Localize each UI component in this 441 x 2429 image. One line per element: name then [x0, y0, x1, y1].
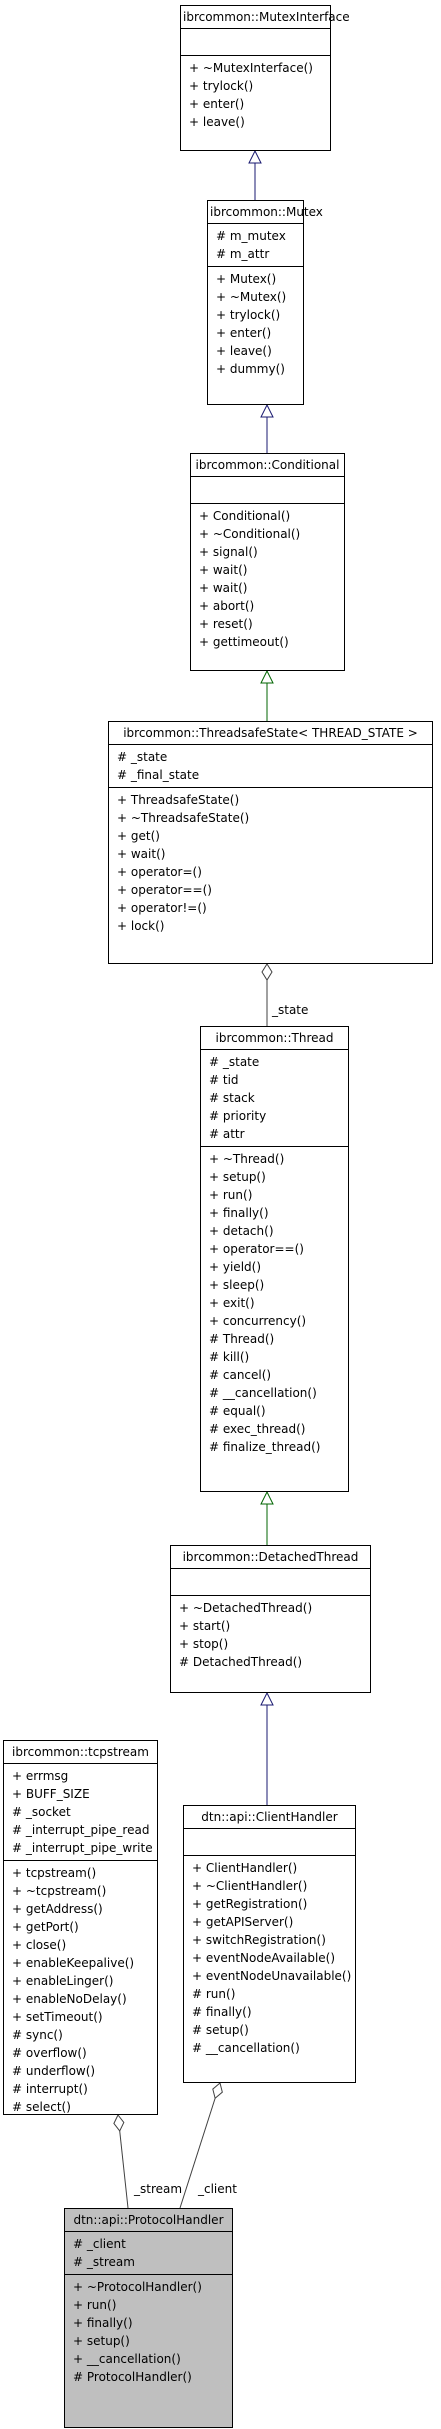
attribute-row: # _stream: [73, 2255, 135, 2269]
method-row: + finally(): [73, 2316, 133, 2330]
attribute-row: # _interrupt_pipe_read: [12, 1823, 150, 1837]
method-row: # ProtocolHandler(): [73, 2370, 192, 2384]
class-title: ibrcommon::Conditional: [191, 454, 344, 477]
attribute-row: # _state: [209, 1055, 260, 1069]
attribute-row: # attr: [209, 1127, 245, 1141]
method-row: # kill(): [209, 1350, 250, 1364]
class-box-detachedthread: [170, 1545, 371, 1693]
class-box-protocolhandler: [64, 2208, 233, 2428]
class-title: ibrcommon::Thread: [201, 1027, 348, 1050]
method-row: + trylock(): [189, 79, 254, 93]
method-row: + setup(): [209, 1170, 266, 1184]
method-row: + finally(): [209, 1206, 269, 1220]
method-row: # exec_thread(): [209, 1422, 306, 1436]
method-row: + operator!=(): [117, 901, 207, 915]
methods-section: [4, 1861, 157, 2119]
method-row: + wait(): [199, 563, 248, 577]
attribute-row: # _state: [117, 750, 168, 764]
method-row: + switchRegistration(): [192, 1933, 326, 1947]
method-row: + concurrency(): [209, 1314, 307, 1328]
attributes-section: [184, 1829, 355, 1856]
method-row: # __cancellation(): [209, 1386, 317, 1400]
inheritance-arrowhead: [249, 151, 261, 163]
method-row: + enableKeepalive(): [12, 1956, 135, 1970]
method-row: + wait(): [117, 847, 166, 861]
method-row: # DetachedThread(): [179, 1655, 303, 1669]
attribute-row: # priority: [209, 1109, 267, 1123]
class-box-clienthandler: [183, 1805, 356, 2083]
attributes-section: [201, 1050, 348, 1147]
class-box-mutex: [207, 200, 323, 405]
method-row: + ClientHandler(): [192, 1861, 298, 1875]
method-row: + enter(): [189, 97, 245, 111]
method-row: + ~DetachedThread(): [179, 1601, 313, 1615]
method-row: + __cancellation(): [73, 2352, 181, 2366]
method-row: # run(): [192, 1987, 236, 2001]
class-title: ibrcommon::ThreadsafeState< THREAD_STATE >: [109, 722, 432, 745]
method-row: + getAPIServer(): [192, 1915, 294, 1929]
method-row: + eventNodeAvailable(): [192, 1951, 336, 1965]
method-row: + sleep(): [209, 1278, 265, 1292]
composition-diamond: [262, 964, 272, 980]
method-row: # interrupt(): [12, 2082, 88, 2096]
edge-label: _client: [198, 2182, 237, 2196]
method-row: + enableNoDelay(): [12, 1992, 127, 2006]
method-row: + eventNodeUnavailable(): [192, 1969, 352, 1983]
inheritance-arrowhead: [261, 405, 273, 417]
attributes-section: [65, 2232, 232, 2275]
method-row: # finally(): [192, 2005, 252, 2019]
attribute-row: # _client: [73, 2237, 126, 2251]
method-row: # equal(): [209, 1404, 266, 1418]
method-row: + yield(): [209, 1260, 262, 1274]
attribute-row: # m_mutex: [216, 229, 286, 243]
attributes-section: [4, 1764, 157, 1861]
method-row: + ~Conditional(): [199, 527, 301, 541]
attribute-row: + BUFF_SIZE: [12, 1787, 90, 1801]
inheritance-arrowhead: [261, 1693, 273, 1705]
method-row: # Thread(): [209, 1332, 275, 1346]
method-row: + gettimeout(): [199, 635, 289, 649]
attribute-row: # _interrupt_pipe_write: [12, 1841, 153, 1855]
method-row: + start(): [179, 1619, 231, 1633]
method-row: + enableLinger(): [12, 1974, 114, 1988]
method-row: + stop(): [179, 1637, 229, 1651]
method-row: # finalize_thread(): [209, 1440, 321, 1454]
methods-section: [65, 2275, 232, 2389]
methods-section: [184, 1856, 355, 2060]
method-row: + get(): [117, 829, 160, 843]
methods-section: [191, 504, 344, 654]
class-title: dtn::api::ProtocolHandler: [65, 2209, 232, 2232]
class-box-conditional: [190, 453, 345, 671]
method-row: + trylock(): [216, 308, 281, 322]
methods-section: [208, 267, 303, 381]
class-title: ibrcommon::Mutex: [208, 201, 303, 224]
edge-composition-line: [120, 2131, 128, 2208]
method-row: + ~tcpstream(): [12, 1884, 107, 1898]
method-row: + ~ClientHandler(): [192, 1879, 308, 1893]
method-row: + wait(): [199, 581, 248, 595]
method-row: + operator==(): [117, 883, 212, 897]
method-row: + getRegistration(): [192, 1897, 308, 1911]
class-box-thread: [200, 1026, 349, 1492]
method-row: # select(): [12, 2100, 71, 2114]
class-title: ibrcommon::tcpstream: [4, 1741, 157, 1764]
method-row: # underflow(): [12, 2064, 96, 2078]
composition-diamond: [213, 2083, 223, 2098]
method-row: + dummy(): [216, 362, 285, 376]
edge-label: _state: [272, 1003, 309, 1017]
method-row: + Mutex(): [216, 272, 277, 286]
method-row: + ~MutexInterface(): [189, 61, 313, 75]
class-title: ibrcommon::DetachedThread: [171, 1546, 370, 1569]
method-row: + leave(): [216, 344, 272, 358]
method-row: + setup(): [73, 2334, 130, 2348]
methods-section: [201, 1147, 348, 1459]
method-row: + getAddress(): [12, 1902, 103, 1916]
attribute-row: + errmsg: [12, 1769, 69, 1783]
method-row: + leave(): [189, 115, 245, 129]
methods-section: [109, 788, 432, 938]
method-row: + reset(): [199, 617, 253, 631]
method-row: + detach(): [209, 1224, 274, 1238]
method-row: + abort(): [199, 599, 255, 613]
attribute-row: # _final_state: [117, 768, 200, 782]
attribute-row: # stack: [209, 1091, 255, 1105]
method-row: + tcpstream(): [12, 1866, 97, 1880]
method-row: # sync(): [12, 2028, 63, 2042]
attributes-section: [181, 29, 330, 56]
attributes-section: [208, 224, 303, 267]
method-row: + lock(): [117, 919, 165, 933]
class-box-tcpstream: [3, 1740, 158, 2115]
attribute-row: # tid: [209, 1073, 239, 1087]
method-row: + operator==(): [209, 1242, 304, 1256]
method-row: + operator=(): [117, 865, 202, 879]
method-row: + ~Mutex(): [216, 290, 287, 304]
method-row: + Conditional(): [199, 509, 291, 523]
class-box-threadsafestate: [108, 721, 433, 964]
method-row: + close(): [12, 1938, 67, 1952]
methods-section: [171, 1596, 370, 1674]
edge-label: _stream: [134, 2182, 183, 2196]
method-row: + enter(): [216, 326, 272, 340]
methods-section: [181, 56, 330, 134]
method-row: + exit(): [209, 1296, 255, 1310]
attribute-row: # _socket: [12, 1805, 71, 1819]
class-title: dtn::api::ClientHandler: [184, 1806, 355, 1829]
method-row: # setup(): [192, 2023, 249, 2037]
attributes-section: [171, 1569, 370, 1596]
class-title: ibrcommon::MutexInterface: [181, 6, 330, 29]
method-row: + ~ProtocolHandler(): [73, 2280, 202, 2294]
method-row: + ThreadsafeState(): [117, 793, 240, 807]
method-row: # __cancellation(): [192, 2041, 300, 2055]
attributes-section: [191, 477, 344, 504]
attributes-section: [109, 745, 432, 788]
method-row: + signal(): [199, 545, 258, 559]
inheritance-arrowhead: [261, 671, 273, 683]
class-box-mutexinterface: [180, 5, 350, 151]
method-row: # overflow(): [12, 2046, 87, 2060]
method-row: + run(): [209, 1188, 253, 1202]
method-row: # cancel(): [209, 1368, 272, 1382]
method-row: + ~ThreadsafeState(): [117, 811, 250, 825]
method-row: + setTimeout(): [12, 2010, 103, 2024]
method-row: + getPort(): [12, 1920, 79, 1934]
method-row: + ~Thread(): [209, 1152, 285, 1166]
method-row: + run(): [73, 2298, 117, 2312]
attribute-row: # m_attr: [216, 247, 270, 261]
inheritance-arrowhead: [261, 1492, 273, 1504]
